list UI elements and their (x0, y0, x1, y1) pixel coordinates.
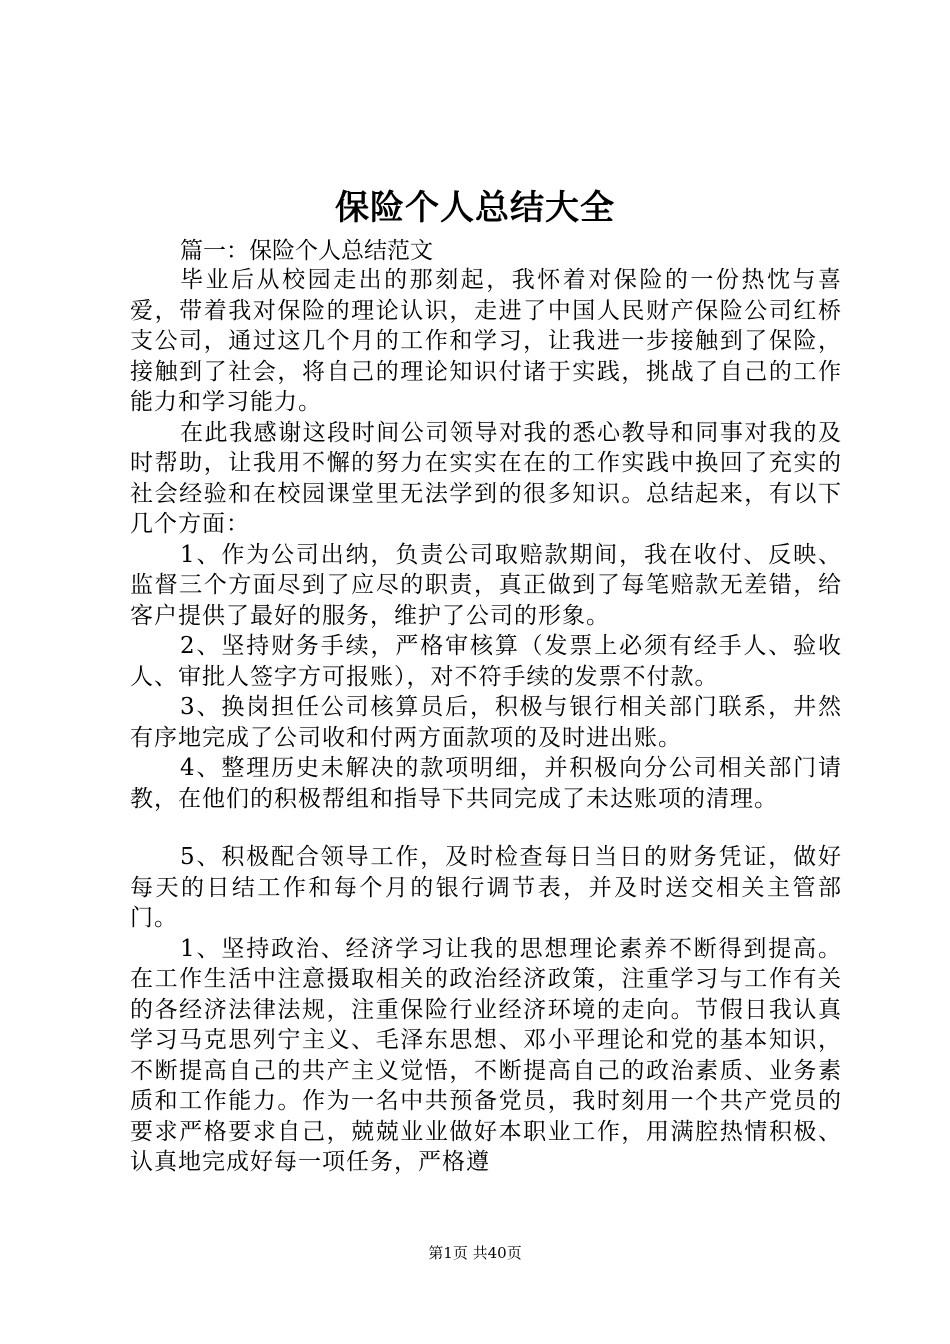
page-footer: 第1页 共40页 (428, 1244, 522, 1262)
paragraph: 1、作为公司出纳，负责公司取赔款期间，我在收付、反映、监督三个方面尽到了应尽的职责，真正做到了每笔赔款无差错，给客户提供了最好的服务，维护了公司的形象。 (130, 541, 842, 629)
paragraph: 2、坚持财务手续，严格审核算（发票上必须有经手人、验收人、审批人签字方可报账），对不符手续的发票不付款。 (130, 633, 842, 690)
paragraph: 5、积极配合领导工作，及时检查每日当日的财务凭证，做好每天的日结工作和每个月的银行调节表，并及时送交相关主管部门。 (130, 844, 842, 931)
paragraph: 1、坚持政治、经济学习让我的思想理论素养不断得到提高。在工作生活中注意摄取相关的政治经济政策，注重学习与工作有关的各经济法律法规，注重保险行业经济环境的走向。节假日我认真学习马克思列宁主义、毛泽东思想、邓小平理论和党的基本知识，不断提高自己的共产主义觉悟，不断提高自己的政治素质、业务素质和工作能力。作为一名中共预备党员，我时刻用一个共产党员的要求严格要求自己，兢兢业业做好本职业工作，用满腔热情积极、认真地完成好每一项任务，严格遵 (130, 935, 842, 1175)
paragraph: 3、换岗担任公司核算员后，积极与银行相关部门联系，井然有序地完成了公司收和付两方面款项的及时进出账。 (130, 694, 842, 751)
paragraph: 在此我感谢这段时间公司领导对我的悉心教导和同事对我的及时帮助，让我用不懈的努力在实实在在的工作实践中换回了充实的社会经验和在校园课堂里无法学到的很多知识。总结起来，有以下几个方面： (130, 419, 842, 537)
document-body (130, 265, 842, 1178)
section-heading: 篇一：保险个人总结范文 (180, 238, 433, 264)
paragraph: 毕业后从校园走出的那刻起，我怀着对保险的一份热忱与喜爱，带着我对保险的理论认识，走进了中国人民财产保险公司红桥支公司，通过这几个月的工作和学习，让我进一步接触到了保险，接触到了社会，将自己的理论知识付诸于实践，挑战了自己的工作能力和学习能力。 (130, 267, 842, 415)
paragraph: 4、整理历史未解决的款项明细，并积极向分公司相关部门请教，在他们的积极帮组和指导下共同完成了未达账项的清理。 (130, 755, 842, 812)
document-title: 保险个人总结大全 (335, 188, 615, 228)
